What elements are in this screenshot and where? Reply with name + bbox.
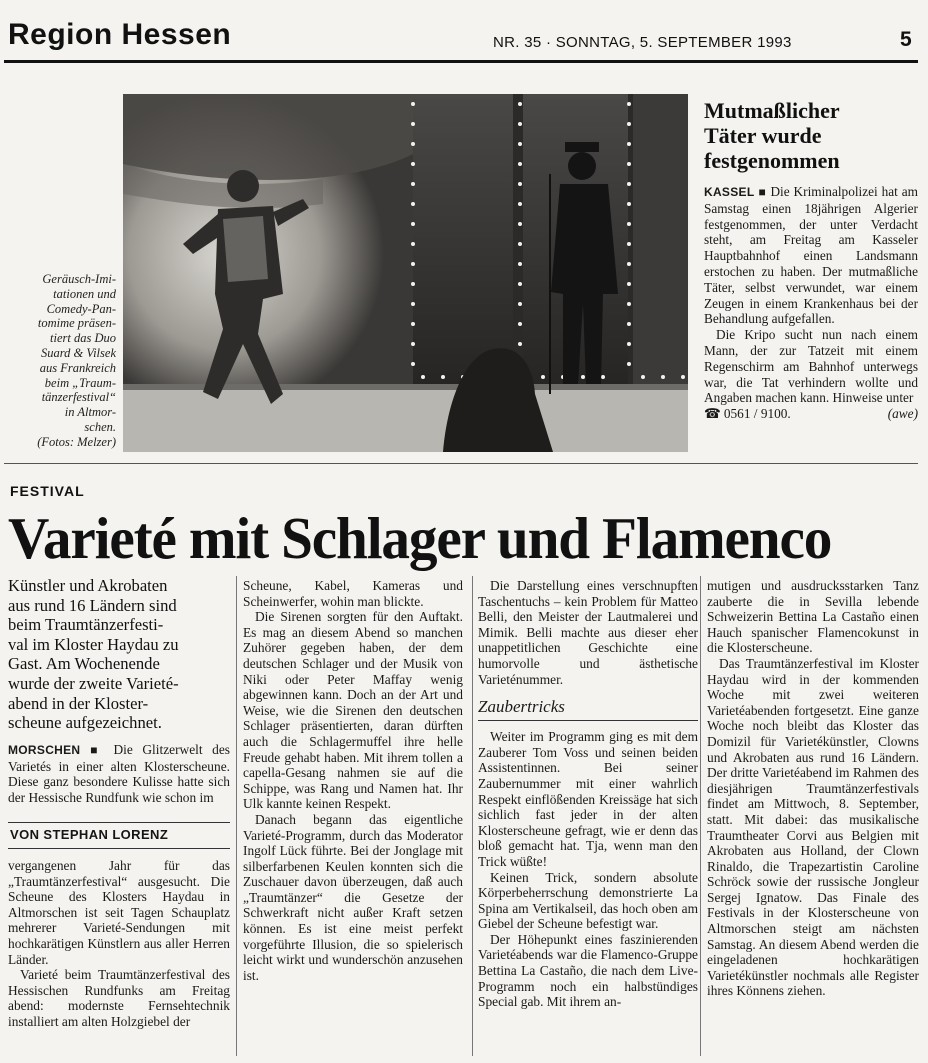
- lead-line: val im Kloster Haydau zu: [8, 634, 179, 654]
- lead-line: Künstler und Akrobaten: [8, 576, 168, 595]
- lead-line: abend in der Kloster-: [8, 693, 149, 713]
- sidebar-headline: [704, 98, 914, 173]
- article-paragraph: mutigen und ausdrucksstarken Tanz zauberte die in Sevilla lebende Schweizerin Bettina La Castaño einen Hauch spanischer Flamencokunst in die Klosterscheune.: [707, 578, 919, 656]
- photo-caption: [4, 272, 116, 450]
- sidebar-headline-line: Mutmaßlicher: [704, 98, 840, 123]
- article-dateline: MORSCHEN ■: [8, 743, 104, 757]
- lead-line: wurde der zweite Varieté-: [8, 673, 179, 693]
- lead-line: beim Traumtänzerfesti-: [8, 615, 164, 635]
- caption-line: schen.: [84, 419, 116, 434]
- divider: [8, 848, 230, 849]
- article-kicker: FESTIVAL: [10, 483, 85, 499]
- caption-line: tomime präsen-: [37, 316, 116, 331]
- caption-line: tiert das Duo: [50, 331, 116, 346]
- column-divider: [236, 576, 237, 1056]
- sidebar-paragraph: Die Kripo sucht nun nach einem Mann, der zur Tatzeit mit einem Regenschirm am Bahnhof unterwegs war, die Tat verhindern wollte und Angaben machen kann. Hinweise unter: [704, 327, 918, 406]
- article-paragraph: vergangenen Jahr für das „Traumtänzerfestival“ ausgesucht. Die Scheune des Klosters Haydau in Altmorschen ist seit Tagen Schauplatz mehrerer Varieté-Sendungen mit hochkarätigen Künstlern aus aller Herren Länder.: [8, 858, 230, 967]
- article-column-3: [478, 578, 698, 1010]
- article-column-2: [243, 578, 463, 983]
- article-paragraph: Scheune, Kabel, Kameras und Scheinwerfer, wohin man blickte.: [243, 578, 463, 609]
- column-divider: [472, 576, 473, 1056]
- article-paragraph: Keinen Trick, sondern absolute Körperbeherrschung demonstrierte La Spina am Vertikalseil, das hoch oben am Giebel der Scheune befestigt war.: [478, 869, 698, 932]
- stage-photo: [123, 94, 688, 452]
- caption-line: Suard & Vilsek: [41, 345, 116, 360]
- article-paragraph: Der Höhepunkt eines faszinierenden Varietéabends war die Flamenco-Gruppe Bettina La Castaño, die nach dem Live-Programm noch ein halbstündiges Special gab. Mit ihrem an-: [478, 931, 698, 1010]
- article-headline: Varieté mit Schlager und Flamenco: [8, 505, 832, 571]
- sidebar-headline-line: Täter wurde: [704, 123, 822, 148]
- article-paragraph: Weiter im Programm ging es mit dem Zauberer Tom Voss und seinen beiden Assistentinnen. Bei seiner Zaubernummer mit einer wahrlich Respekt einflößenden Kreissäge hat sich sichlich fast jeder in der alten Klosterscheune gefragt, wie er denn das bloß gemacht hat. Tja, wenn man den Trick wüßte!: [478, 729, 698, 869]
- caption-line: tänzerfestival“: [41, 390, 116, 405]
- article-paragraph: Die Sirenen sorgten für den Auftakt. Es mag an diesem Abend so manchen Zuhörer gegeben haben, der dem deutschen Schlager und der Musik von Niki oder Peter Maffay wenig abgewinnen kann. Doch an der Art und Weise, wie die Sirenen den deutschen Schlager präsentierten, daran dürften auch die Schlagermuffel ihre helle Freude gehabt haben. Mit ihrem tollen a capella-Gesang nahmen sie auf die Schippe, was Rang und Namen hat. Ihr Ulk kannte keinen Respekt.: [243, 609, 463, 812]
- section-title: Region Hessen: [8, 18, 232, 51]
- article-paragraph: Danach begann das eigentliche Varieté-Programm, durch das Moderator Ingolf Lück führte. Bei der Jonglage mit silberfarbenen Keulen konnten sich die Zuschauer davon überzeugen, daß auch „Traumtänzer“ die Gesetze der Schwerkraft nicht außer Kraft setzen können. Es ist eine meist perfekt vorgeführte Illusion, die so spielerisch leicht wirkt und wunderschön anzusehen ist.: [243, 811, 463, 983]
- sidebar-paragraph: Die Kriminalpolizei hat am Samstag einen 18jährigen Algerier festgenommen, der unter Verdacht steht, am Freitag am Kasseler Hauptbahnhof einen Landsmann erstochen zu haben. Der mutmaßliche Täter, selbst verwundet, war einem Zeugen in einem Krankenhaus bei der Behandlung aufgefallen.: [704, 184, 918, 327]
- column-divider: [700, 576, 701, 1056]
- article-byline: VON STEPHAN LORENZ: [10, 827, 169, 842]
- article-column-1-bottom: [8, 858, 230, 1030]
- article-paragraph: Die Glitzerwelt des Varietés in einer alten Klosterscheune. Diese ganz besondere Kulisse hatte sich der Hessische Rundfunk wie schon im: [8, 742, 230, 805]
- lead-line: scheune aufgezeichnet.: [8, 713, 162, 733]
- sidebar-dateline: KASSEL ■: [704, 185, 767, 199]
- lead-line: Gast. Am Wochenende: [8, 654, 160, 674]
- caption-line: beim „Traum-: [44, 375, 116, 390]
- caption-line: Geräusch-Imi-: [42, 272, 116, 286]
- article-lead: [8, 576, 233, 733]
- caption-credit: (Fotos: Melzer): [37, 434, 116, 449]
- article-subhead: Zaubertricks: [478, 697, 698, 721]
- article-column-1-top: [8, 742, 230, 805]
- sidebar-phone: ☎ 0561 / 9100.: [704, 406, 791, 422]
- sidebar-headline-line: festgenommen: [704, 148, 840, 173]
- caption-line: tationen und: [53, 286, 116, 301]
- article-column-4: [707, 578, 919, 999]
- caption-line: in Altmor-: [64, 405, 116, 420]
- lead-line: aus rund 16 Ländern sind: [8, 595, 177, 615]
- stage-photo-illustration: [123, 94, 688, 452]
- divider: [8, 822, 230, 823]
- issue-date: NR. 35 · SONNTAG, 5. SEPTEMBER 1993: [493, 34, 792, 51]
- page-number: 5: [900, 28, 912, 51]
- article-paragraph: Varieté beim Traumtänzerfestival des Hessischen Rundfunks am Freitag abend: modernste Fernsehtechnik installiert am alten Holzgiebel der: [8, 967, 230, 1029]
- divider: [4, 463, 918, 464]
- article-paragraph: Das Traumtänzerfestival im Kloster Haydau wird in der kommenden Woche mit zwei weiteren Varietéabenden fortgesetzt. Eine ganze Woche noch bleibt das Kloster das Domizil für Varietékünstler, Clowns und Akrobaten aus rund 16 Ländern. Der dritte Varietéabend im Rahmen des diesjährigen Traumtänzerfestivals findet am Mittwoch, 8. September, statt. Mit dabei: das musikalische Traumtheater Corvi aus Belgien mit Akrobaten aus Holland, der Clown Rinaldo, die Trapezartistin Caroline Schröck sowie der russische Jongleur Sergej Ignatow. Das Finale des Festivals in der Klosterscheune von Altmorschen steigt am nächsten Samstag. An diesem Abend werden die eingeladenen hochkarätigen Varietékünstler nochmals alle Register ihres Könnens ziehen.: [707, 655, 919, 999]
- caption-line: Comedy-Pan-: [46, 301, 116, 316]
- masthead-rule: [4, 60, 918, 63]
- sidebar-signature: (awe): [887, 406, 918, 422]
- sidebar-body: [704, 184, 918, 422]
- article-paragraph: Die Darstellung eines verschnupften Taschentuchs – kein Problem für Matteo Belli, den Meister der Lautmalerei und Mimik. Belli machte aus dieser eher unappetitlichen Geschichte eine humorvolle und ästhetische Varieténummer.: [478, 578, 698, 687]
- caption-line: aus Frankreich: [39, 360, 116, 375]
